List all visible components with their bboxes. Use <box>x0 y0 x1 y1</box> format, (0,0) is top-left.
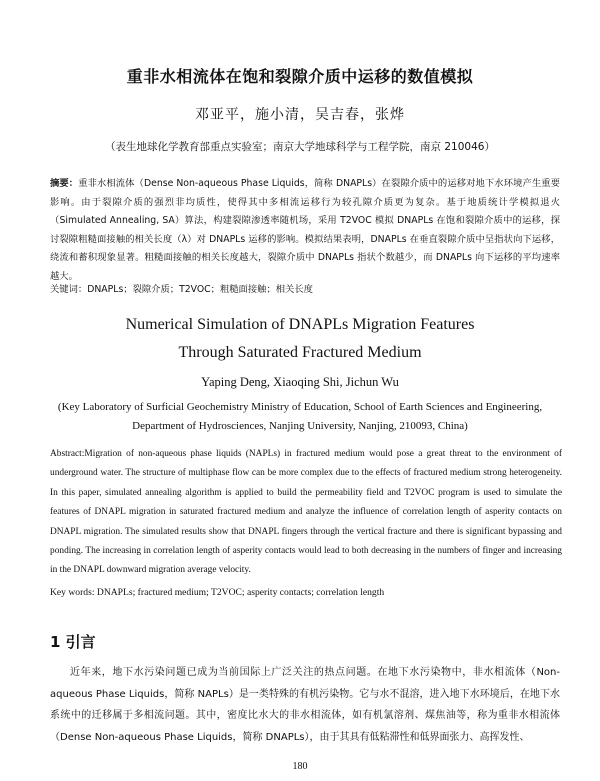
affiliation-english-line-1: (Key Laboratory of Surficial Geochemistry Ministry of Education, School of Earth Sciences and Engineering, <box>57 401 543 413</box>
affiliation-english-line-2: Department of Hydrosciences, Nanjing University, Nanjing, 210093, China) <box>132 420 468 432</box>
authors-english: Yaping Deng, Xiaoqing Shi, Jichun Wu <box>201 375 399 389</box>
abstract-english-text: Migration of non-aqueous phase liquids (NAPLs) in fractured medium would pose a great threat to the environment of underground water. The structure of multiphase flow can be more complex due to the effects of fractured medium strong heterogeneity. In this paper, simulated annealing algorithm is applied to build the permeability field and T2VOC program is used to simulate the features of DNAPL migration in saturated fractured medium and analyze the influence of correlation length of asperity contacts on DNAPL migration. The simulated results show that DNAPL fingers through the vertical fracture and there is significant bypassing and ponding. The increasing in correlation length of asperity contacts would lead to both decreasing in the numbers of finger and increasing in the DNAPL downward migration average velocity. <box>50 449 562 576</box>
affiliation-chinese: （表生地球化学教育部重点实验室；南京大学地球科学与工程学院，南京 210046） <box>105 141 495 153</box>
abstract-chinese-text: 重非水相流体（Dense Non-aqueous Phase Liquids，简称 DNAPLs）在裂隙介质中的运移对地下水环境产生重要影响。由于裂隙介质的强烈非均质性，使得其中多相流运移行为较孔隙介质更为复杂。基于地质统计学模拟退火（Simulated Annealing, SA）算法，构建裂隙渗透率随机场，采用 T2VOC 模拟 DNAPLs 在饱和裂隙介质中的运移，探讨裂隙粗糙面接触的相关长度（λ）对 DNAPLs 运移的影响。模拟结果表明，DNAPLs 在垂直裂隙介质中呈指状向下运移，绕流和蓄积现象显著。粗糙面接触的相关长度越大，裂隙介质中 DNAPLs 指状个数越少，而 DNAPLs 向下运移的平均速率越大。 <box>50 178 560 282</box>
abstract-chinese-label: 摘要： <box>50 178 79 189</box>
paper-title-english-line-2: Through Saturated Fractured Medium <box>178 344 422 361</box>
paper-title-english-line-1: Numerical Simulation of DNAPLs Migration Features <box>125 316 475 333</box>
abstract-english-label: Abstract: <box>50 449 85 459</box>
keywords-english: Key words: DNAPLs; fractured medium; T2VOC; asperity contacts; correlation length <box>50 587 385 598</box>
section-heading-introduction: 1 引言 <box>50 633 96 651</box>
introduction-paragraph: 近年来，地下水污染问题已成为当前国际上广泛关注的热点问题。在地下水污染物中，非水相流体（Non-aqueous Phase Liquids，简称 NAPLs）是一类特殊的有机污染物。它与水不混溶，进入地下水环境后，在地下水系统中的迁移属于多相流问题。其中，密度比水大的非水相流体，如有机氯溶剂、煤焦油等，称为重非水相流体（Dense Non-aqueous Phase Liquids，简称 DNAPLs），由于其具有低粘滞性和低界面张力、高挥发性、 <box>50 667 560 743</box>
abstract-english <box>50 445 562 581</box>
abstract-chinese <box>50 175 560 287</box>
authors-chinese: 邓亚平，施小清，吴吉春，张烨 <box>195 107 405 123</box>
paper-title-chinese: 重非水相流体在饱和裂隙介质中运移的数值模拟 <box>126 67 474 86</box>
keywords-chinese: 关键词：DNAPLs；裂隙介质；T2VOC；粗糙面接触；相关长度 <box>50 284 313 295</box>
page-number: 180 <box>292 761 308 772</box>
